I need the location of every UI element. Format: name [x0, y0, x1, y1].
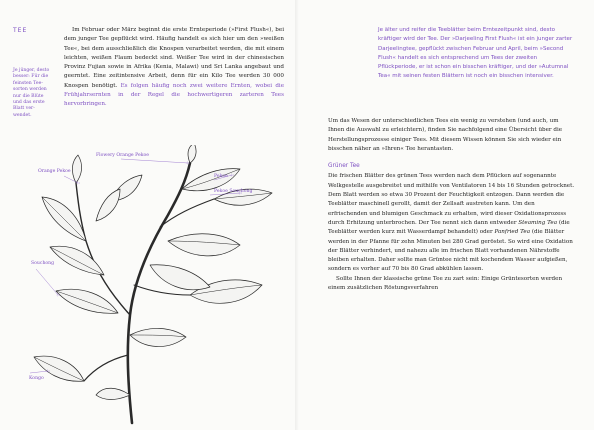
intro-text: Je älter und reifer die Teeblätter beim Erntezeitpunkt sind, desto kräftiger wird der Tee. Der »Darjeeling First Flush« ist ein junger zarter Darjeelingtee, gepflückt zwischen Februar und April, beim »Second Flush« handelt es sich entsprechend um Tees der zweiten Pflückperiode, er ist schon ein bisschen kräftiger, und der »Autumnal Tea« mit seinen festen Blättern ist noch ein bisschen intensiver. [378, 27, 573, 80]
right-paragraph-1: Um das Wesen der unterschiedlichen Tees ein wenig zu verstehen (und auch, um Ihnen die Auswahl zu erleichtern), finden Sie nachfolgend eine Übersicht über die Herstellungsprozesse einiger Tees. Mit diesem Wissen können Sie sich wieder ein bisschen näher an »Ihren« Tee herantasten. [328, 118, 563, 152]
para2-text-a: Die frischen Blätter des grünen Tees werden nach dem Pflücken auf sogenannte Welkgestelle ausgebreitet und mithilfe von Ventilatoren 14 bis 16 Stunden getrocknet. Dem Blatt werden so etwa 30 Prozent der Feuchtigkeit entzogen. Dann werden die Teeblätter maschinell gerollt, damit der Zellsaft austreten kann. Um den erfrischenden und blumigen Geschmack zu erhalten, wird dieser Oxidationsprozess durch Erhitzung unterbrochen. Der Tee nennt sich dann entweder [328, 173, 575, 226]
left-paragraph-accent: Es folgen häufig noch zwei weitere Ernten, wobei die Frühjahrsernten in der Regel die hochwertigeren zarteren Tees hervorbringen. [64, 82, 284, 108]
section-label: TEE [13, 27, 28, 34]
label-pekoe: Pekoe [214, 174, 228, 179]
label-orange-pekoe: Orange Pekoe [38, 169, 71, 174]
para2-steaming-tea: Steaming Tea [518, 219, 558, 226]
margin-note: Je jünger, desto besser: Für die feinsten Tee- sorten werden nur die Blüte und das erste Blatt ver- wendet. [13, 68, 50, 118]
left-paragraph [64, 26, 284, 110]
tea-plant-illustration [0, 145, 297, 430]
para2-panfried-tea: Panfried Tea [494, 229, 531, 236]
subhead-gruener-tee: Grüner Tee [328, 163, 360, 170]
label-souchong: Souchong [31, 261, 55, 266]
label-pekoe-souchong: Pekoe Souchong [214, 189, 253, 194]
left-paragraph-black: Im Februar oder März beginnt die erste Ernteperiode (»First Flush«), bei dem junger Tee gepflückt wird. Häufig handelt es sich hier um den »weißen Tee«, bei dem ausschließlich die Knospen verarbeitet werden, die mit einem leichten, weißen Flaum bedeckt sind. Weißer Tee wird in der chinesischen Provinz Fujian sowie in Afrika (Kenia, Malawi) und Sri Lanka angebaut und geerntet. Eine zeitintensive Arbeit, denn für ein Kilo Tee werden 30 000 Knospen benötigt. [64, 27, 284, 89]
right-paragraph-3: Sollte Ihnen der klassische grüne Tee zu zart sein: Einige Grüntesorten werden einem zusätzlichen Röstungsverfahren [328, 275, 563, 292]
left-body-text [64, 26, 284, 110]
para2-text-b: (die Teeblätter werden kurz mit Wasserdampf behandelt) oder [328, 219, 570, 236]
right-paragraph-2 [328, 172, 576, 274]
label-flowery-orange-pekoe: Flowery Orange Pekoe [96, 153, 149, 158]
label-kongo: Kongo [29, 376, 44, 381]
right-body-text [328, 117, 576, 293]
para2-text-c: (die Blätter werden in der Pfanne für zehn Minuten bei 280 Grad geröstet. So wird eine Oxidation der Blätter verhindert, und nahezu alle im frischen Blatt vorhandenen Nährstoffe bleiben erhalten. Daher sollte man Grüntee nicht mit kochendem Wasser aufgießen, sondern es vorher auf 70 bis 80 Grad abkühlen lassen. [328, 229, 573, 273]
